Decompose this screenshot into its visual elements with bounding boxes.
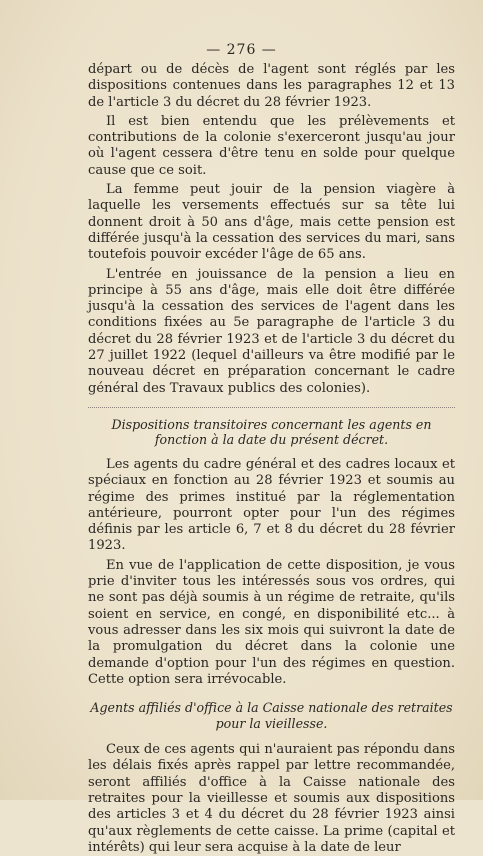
paragraph: La femme peut jouir de la pension viagère à laquelle les versements effectués sur sa tête lui donnent droit à 50 ans d'âge, mais cette pension est différée jusqu'à la cessation des services du mari, sans toutefois pouvoir excéder l'âge de 65 ans. xyxy=(88,182,455,263)
page-number: — 276 — xyxy=(206,42,277,58)
paragraph: départ ou de décès de l'agent sont réglés par les dispositions contenues dans les paragraphes 12 et 13 de l'article 3 du décret du 28 février 1923. xyxy=(88,62,455,110)
document-body xyxy=(88,62,455,856)
paragraph: L'entrée en jouissance de la pension a lieu en principe à 55 ans d'âge, mais elle doit être différée jusqu'à la cessation des services de l'agent dans les conditions fixées au 5e paragraphe de l'article 3 du décret du 28 février 1923 et de l'article 3 du décret du 27 juillet 1922 (lequel d'ailleurs va être modifié par le nouveau décret en préparation concernant le cadre général des Travaux publics des colonies). xyxy=(88,266,455,396)
paragraph: En vue de l'application de cette disposition, je vous prie d'inviter tous les intéressés sous vos ordres, qui ne sont pas déjà soumis à un régime de retraite, qu'ils soient en service, en congé, en disponibilité etc... à vous adresser dans les six mois qui suivront la date de la promulgation du décret dans la colonie une demande d'option pour l'un des régimes en question. Cette option sera irrévocable. xyxy=(88,557,455,687)
paragraph: Ceux de ces agents qui n'auraient pas répondu dans les délais fixés après rappel par lettre recommandée, seront affiliés d'office à la Caisse nationale des retraites pour la vieillesse et soumis aux dispositions des articles 3 et 4 du décret du 28 février 1923 ainsi qu'aux règlements de cette caisse. La prime (capital et intérêts) qui leur sera acquise à la date de leur xyxy=(88,742,455,855)
paragraph: Les agents du cadre général et des cadres locaux et spéciaux en fonction au 28 février 1923 et soumis au régime des primes institué par la réglementation antérieure, pourront opter pour l'un des régimes définis par les article 6, 7 et 8 du décret du 28 février 1923. xyxy=(88,456,455,554)
section-heading-transitional: Dispositions transitoires concernant les agents en fonction à la date du présent décret. xyxy=(88,407,455,448)
paragraph: Il est bien entendu que les prélèvements et contributions de la colonie s'exerceront jusqu'au jour où l'agent cessera d'être tenu en solde pour quelque cause que ce soit. xyxy=(88,113,455,178)
section-heading-affiliated-agents: Agents affiliés d'office à la Caisse nationale des retraites pour la vieillesse. xyxy=(90,700,453,731)
